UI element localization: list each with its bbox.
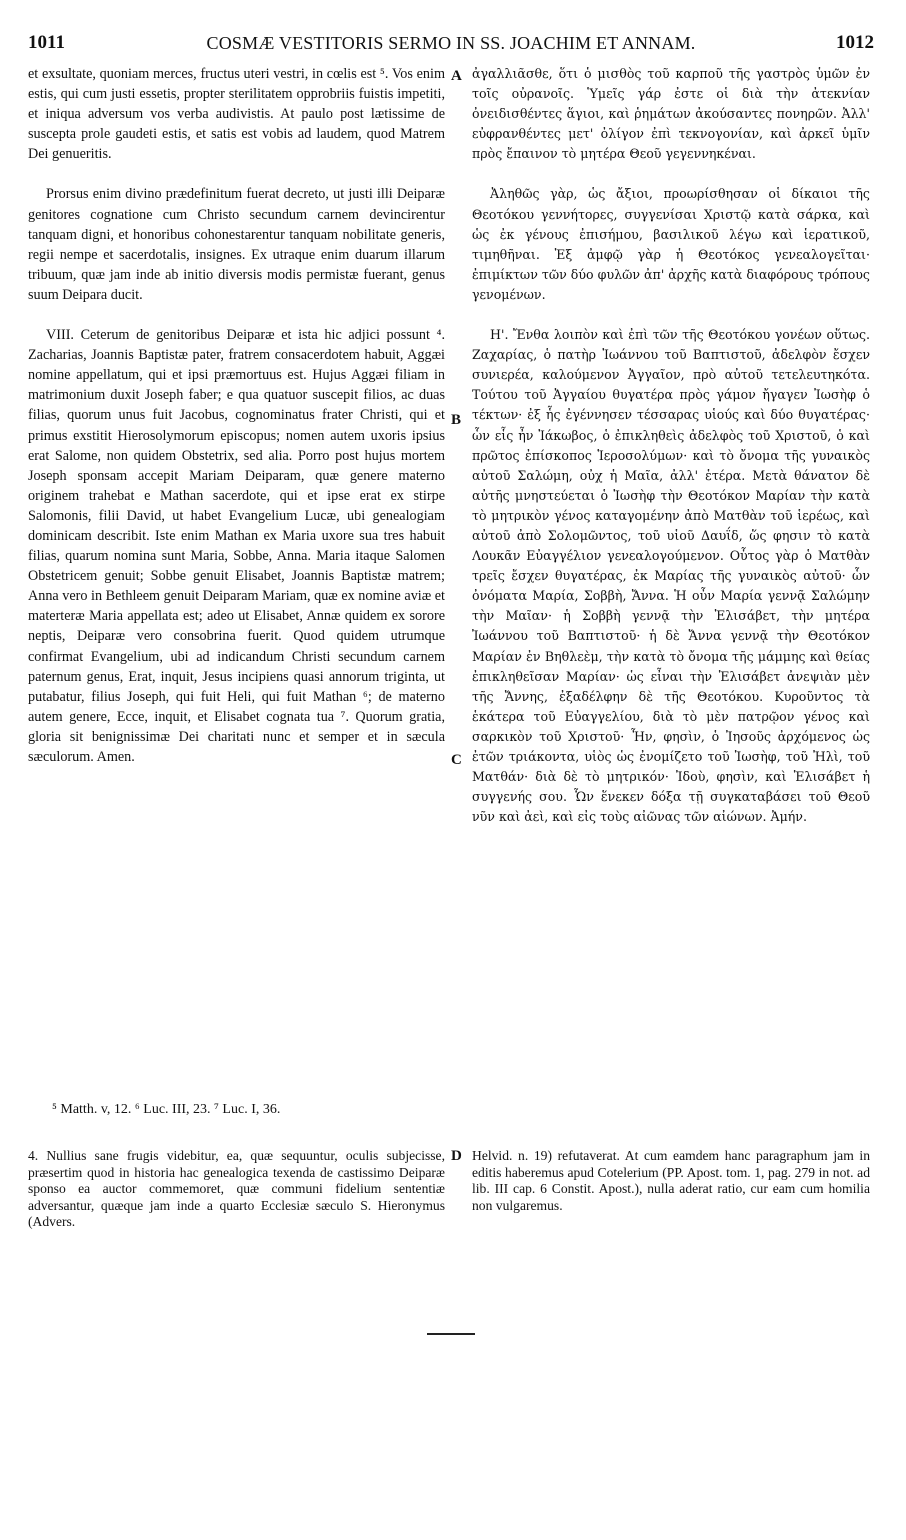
page-number-right: 1012: [836, 32, 874, 53]
margin-letter-c: C: [451, 752, 462, 768]
greek-paragraph: ἀγαλλιᾶσθε, ὅτι ὁ μισθὸς τοῦ καρποῦ τῆς γαστρὸς ὑμῶν ἐν τοῖς οὐρανοῖς. Ὑμεῖς γάρ ἐστε οἱ διὰ τὴν ἀτεκνίαν ὀνειδισθέντες ἅγιοι, καὶ ῥημάτων ἀκούσαντες πονηρῶν. Ἀλλ' εὐφρανθέντες μετ' ὀλίγον ἐπὶ τεκνογονίαν, καὶ ἀρκεῖ ὑμῖν πρὸς ἔπαινον τὸ μητέρα Θεοῦ γεγεννηκέναι.: [472, 66, 870, 162]
latin-paragraph: VIII. Ceterum de genitoribus Deiparæ et ista hic adjici possunt ⁴. Zacharias, Joannis Baptistæ pater, fratrem consacerdotem habuit, Aggæi nomine appellatum, qui et ipsi præmortuus est. Hujus Aggæi filiam in matrimonium duxit Joseph faber; e qua quatuor suscepit filios, ac duas filias, quorum unus fuit Jacobus, cognominatus frater Christi, qui et primus exstitit Hierosolymorum episcopus; nomen autem uxoris ipsius erat Salome, non quidem Obstetrix, sed alia. Porro post hujus mortem Joseph sponsam accepit Mariam Deiparam, quæ genere materno originem trahebat e Mathan sacerdote, qui et ipse erat ex stirpe Salomonis, filii David, ut habet Evangelium Lucæ, ubi genealogiam dominicam describit. Iste enim Mathan ex Maria uxore sua tres habuit filias, quarum nomina sunt Maria, Sobbe, Anna. Maria itaque Salomen Obstetricem genuit; Sobbe genuit Elisabet, Joannis Baptistæ matrem; Anna vero in Bethleem genuit Deiparam Mariam, quæ ex nomine aviæ et materteræ Maria appellata est; adeo ut Elisabet, Annæ quidem ex sorore neptis, Deiparæ vero consobrina fuerit. Quod quidem utrumque confirmat Evangelium, ubi ad indicandum Christi secundum carnem paternum genus, Erat, inquit, Jesus incipiens quasi annorum triginta, ut putabatur, filius Joseph, qui fuit Heli, qui fuit Mathan ⁶; de materno autem genere, Ecce, inquit, et Elisabet cognata tua ⁷. Quorum gratia, gloria sit benignissimæ Dei charitati nunc et semper et in sæcula sæculorum. Amen.: [28, 327, 445, 765]
running-title: COSMÆ VESTITORIS SERMO IN SS. JOACHIM ET ANNAM.: [206, 33, 696, 53]
margin-letter-b: B: [451, 412, 462, 428]
latin-paragraph: Prorsus enim divino prædefinitum fuerat decreto, ut justi illi Deiparæ genitores cognatione cum Christo secundum carnem devincirentur tanquam digni, et honoribus cohonestarentur tanquam nobilitate generis, regii nempe et sacerdotalis, insignes. Ex utraque enim duarum illarum tribuum, quæ jam inde ab initio diversis modis permistæ fuerant, genus suum Deipara ducit.: [28, 186, 445, 303]
latin-paragraph: et exsultate, quoniam merces, fructus uteri vestri, in cœlis est ⁵. Vos enim estis, qui cum justi essetis, propter sterilitatem opprobriis fuistis impetiti, et iniqua adversum vos verba audivistis. At paulo post lætissime de suscepta prole gaudeti estis, et satis est vobis ad laudem, quod Matrem Dei genueritis.: [28, 66, 445, 163]
greek-paragraph: Ἀληθῶς γὰρ, ὡς ἄξιοι, προωρίσθησαν οἱ δίκαιοι τῆς Θεοτόκου γεννήτορες, συγγενίσαι Χριστῷ κατὰ σάρκα, καὶ ὡς ἐκ γένους ἐπισήμου, βασιλικοῦ λέγω καὶ ἱερατικοῦ, τιμηθῆναι. Ἐξ ἀμφῷ γὰρ ἡ Θεοτόκος γενεαλογεῖται· ἐπιμίκτων τῶν δύο φυλῶν ἀπ' ἀρχῆς κατὰ διαφόρους τρόπους γενομένων.: [472, 186, 870, 302]
editor-note-left: 4. Nullius sane frugis videbitur, ea, quæ sequuntur, oculis subjecisse, præsertim quod in historia hac genealogica texenda de castissimo Deiparæ sponso ea auctor commemoret, quæ communi fidelium sententiæ adversantur, quæque jam inde a quarto Ecclesiæ sæculo S. Hieronymus (Advers.: [28, 1148, 445, 1230]
scripture-footnotes: ⁵ Matth. v, 12. ⁶ Luc. III, 23. ⁷ Luc. I, 36.: [52, 1102, 281, 1117]
editor-note-right: Helvid. n. 19) refutaverat. At cum eamdem hanc paragraphum jam in editis haberemus apud Cotelerium (PP. Apost. tom. 1, pag. 279 in not. ad lib. III cap. 6 Constit. Apost.), nulla aderat ratio, cur eam cum homilia non vulgaremus.: [472, 1148, 870, 1213]
page-number-left: 1011: [28, 32, 65, 53]
greek-column: [472, 64, 870, 827]
margin-letter-a: A: [451, 68, 462, 84]
margin-letter-d: D: [451, 1148, 462, 1164]
greek-paragraph: Η'. Ἔνθα λοιπὸν καὶ ἐπὶ τῶν τῆς Θεοτόκου γονέων οὕτως. Ζαχαρίας, ὁ πατὴρ Ἰωάννου τοῦ Βαπτιστοῦ, ἀδελφὸν ἔσχεν συνιερέα, καλούμενον Ἀγγαῖον, πρὸ αὐτοῦ τετελευτηκότα. Τούτου τοῦ Ἀγγαίου θυγατέρα πρὸς γάμον ἤγαγεν Ἰωσὴφ ὁ τέκτων· ἐξ ἧς ἐγέννησεν τέσσαρας υἱούς καὶ δύο θυγατέρας· ὧν εἷς ἦν Ἰάκωβος, ὁ ἐπικληθεὶς ἀδελφὸς τοῦ Χριστοῦ, ὁ καὶ πρῶτος ἐπίσκοπος Ἱεροσολύμων· καὶ τὸ ὄνομα τῆς γυναικὸς αὐτοῦ Σαλώμη, οὐχ ἡ Μαῖα, ἀλλ' ἑτέρα. Μετὰ θάνατον δὲ αὐτῆς μνηστεύεται ὁ Ἰωσὴφ τὴν Θεοτόκον Μαρίαν τὴν κατὰ τὸ μητρικὸν γένος καταγομένην ἀπὸ Ματθὰν τοῦ ἱερέως, καὶ αὐτοῦ ἀπὸ Σολομῶντος, τοῦ υἱοῦ Δαυΐδ, ὥς φησιν τὸ κατὰ Λουκᾶν Εὐαγγέλιον γενεαλογούμενον. Οὗτος γὰρ ὁ Ματθὰν τρεῖς ἔσχεν θυγατέρας, ἐκ Μαρίας τῆς γυναικὸς αὐτοῦ· ὧν ὀνόματα Μαρία, Σοββὴ, Ἄννα. Ἡ οὖν Μαρία γεννᾷ Σαλώμην τὴν Μαῖαν· ἡ Σοββὴ γεννᾷ τὴν Ἐλισάβετ, τὴν μητέρα Ἰωάννου τοῦ Βαπτιστοῦ· ἡ δὲ Ἄννα γεννᾷ τὴν Θεοτόκον Μαρίαν ἐν Βηθλεὲμ, τὴν κατὰ τὸ ὄνομα τῆς μάμμης καὶ θείας ἐπικληθεῖσαν Μαρίαν· ὡς εἶναι τὴν Ἐλισάβετ ἀνεψιὰν μὲν τῆς Ἄννης, ἐξαδέλφην δὲ τῆς Θεοτόκου. Κυροῦντος τὰ ἑκάτερα τοῦ Εὐαγγελίου, διὰ τὸ μὲν πατρῷον γένος καὶ σαρκικὸν τοῦ Χριστοῦ· Ἦν, φησὶν, ὁ Ἰησοῦς ἀρχόμενος ὡς ἐτῶν τριάκοντα, υἱὸς ὡς ἐνομίζετο τοῦ Ἰωσὴφ, τοῦ Ἠλὶ, τοῦ Ματθάν· διὰ δὲ τὸ μητρικόν· Ἰδοὺ, φησὶν, καὶ Ἐλισάβετ ἡ συγγενής σου. Ὧν ἕνεκεν δόξα τῇ συγκαταβάσει τοῦ Θεοῦ νῦν καὶ ἀεὶ, καὶ εἰς τοὺς αἰῶνας τῶν αἰώνων. Ἀμήν.: [472, 327, 870, 825]
end-rule: [427, 1333, 475, 1335]
running-header: [28, 32, 874, 58]
latin-column: [28, 64, 445, 767]
